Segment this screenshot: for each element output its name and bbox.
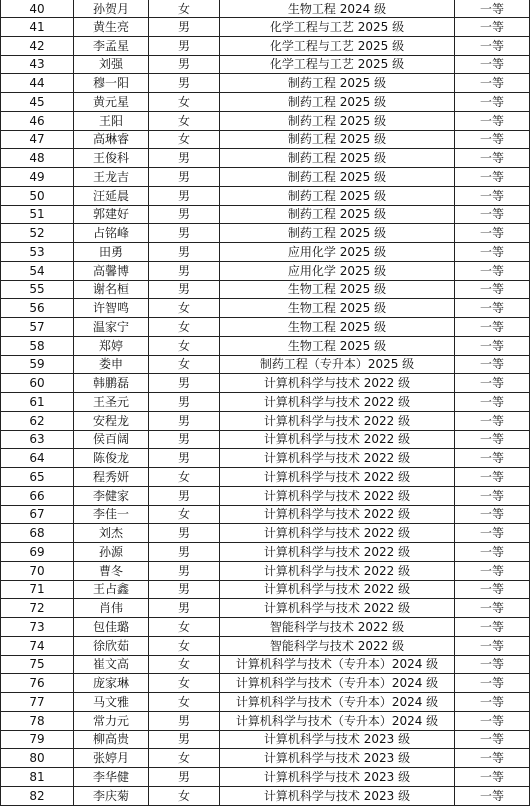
student-gender-cell: 男	[149, 168, 220, 186]
award-grade-cell: 一等	[455, 74, 530, 92]
award-grade-cell: 一等	[455, 543, 530, 561]
major-class-cell: 计算机科学与技术 2022 级	[220, 412, 455, 430]
table-row	[0, 374, 530, 393]
table-row	[0, 224, 530, 243]
award-grade-cell: 一等	[455, 674, 530, 692]
student-gender-cell: 男	[149, 149, 220, 167]
major-class-cell: 化学工程与工艺 2025 级	[220, 18, 455, 36]
student-gender-cell: 男	[149, 731, 220, 749]
student-gender-cell: 女	[149, 506, 220, 524]
table-row	[0, 562, 530, 581]
table-row	[0, 318, 530, 337]
major-class-cell: 计算机科学与技术（专升本）2024 级	[220, 674, 455, 692]
table-row	[0, 524, 530, 543]
student-gender-cell: 女	[149, 131, 220, 149]
student-name-cell: 许智鸣	[74, 299, 149, 317]
student-gender-cell: 男	[149, 581, 220, 599]
student-gender-cell: 女	[149, 693, 220, 711]
row-number-cell: 40	[0, 0, 74, 17]
row-number-cell: 64	[0, 449, 74, 467]
major-class-cell: 制药工程 2025 级	[220, 131, 455, 149]
student-gender-cell: 男	[149, 206, 220, 224]
student-name-cell: 谢名桓	[74, 281, 149, 299]
row-number-cell: 58	[0, 337, 74, 355]
table-row	[0, 449, 530, 468]
table-row	[0, 543, 530, 562]
award-grade-cell: 一等	[455, 768, 530, 786]
table-row	[0, 243, 530, 262]
table-row	[0, 37, 530, 56]
table-row	[0, 337, 530, 356]
student-name-cell: 王阳	[74, 112, 149, 130]
row-number-cell: 77	[0, 693, 74, 711]
table-row	[0, 187, 530, 206]
table-row	[0, 674, 530, 693]
student-name-cell: 李孟星	[74, 37, 149, 55]
major-class-cell: 化学工程与工艺 2025 级	[220, 56, 455, 74]
student-name-cell: 穆一阳	[74, 74, 149, 92]
row-number-cell: 61	[0, 393, 74, 411]
row-number-cell: 76	[0, 674, 74, 692]
table-row	[0, 262, 530, 281]
major-class-cell: 制药工程 2025 级	[220, 74, 455, 92]
major-class-cell: 应用化学 2025 级	[220, 243, 455, 261]
table-row	[0, 412, 530, 431]
award-grade-cell: 一等	[455, 243, 530, 261]
award-grade-cell: 一等	[455, 487, 530, 505]
student-gender-cell: 男	[149, 543, 220, 561]
student-name-cell: 郭建好	[74, 206, 149, 224]
student-name-cell: 王俊科	[74, 149, 149, 167]
table-row	[0, 93, 530, 112]
row-number-cell: 80	[0, 749, 74, 767]
row-number-cell: 46	[0, 112, 74, 130]
major-class-cell: 计算机科学与技术 2022 级	[220, 562, 455, 580]
award-grade-cell: 一等	[455, 149, 530, 167]
table-row	[0, 168, 530, 187]
award-grade-cell: 一等	[455, 187, 530, 205]
row-number-cell: 41	[0, 18, 74, 36]
row-number-cell: 79	[0, 731, 74, 749]
table-row	[0, 149, 530, 168]
award-grade-cell: 一等	[455, 656, 530, 674]
student-name-cell: 张婷月	[74, 749, 149, 767]
award-grade-cell: 一等	[455, 524, 530, 542]
row-number-cell: 54	[0, 262, 74, 280]
row-number-cell: 72	[0, 599, 74, 617]
major-class-cell: 计算机科学与技术 2022 级	[220, 393, 455, 411]
row-number-cell: 63	[0, 431, 74, 449]
award-grade-cell: 一等	[455, 0, 530, 17]
student-name-cell: 李华健	[74, 768, 149, 786]
student-gender-cell: 女	[149, 318, 220, 336]
major-class-cell: 计算机科学与技术（专升本）2024 级	[220, 693, 455, 711]
table-row	[0, 768, 530, 787]
table-row	[0, 56, 530, 75]
student-name-cell: 陈俊龙	[74, 449, 149, 467]
table-row	[0, 506, 530, 525]
student-gender-cell: 女	[149, 299, 220, 317]
award-grade-cell: 一等	[455, 374, 530, 392]
major-class-cell: 生物工程 2025 级	[220, 281, 455, 299]
student-gender-cell: 女	[149, 93, 220, 111]
table-row	[0, 656, 530, 675]
table-row	[0, 431, 530, 450]
award-grade-cell: 一等	[455, 112, 530, 130]
row-number-cell: 55	[0, 281, 74, 299]
major-class-cell: 计算机科学与技术 2023 级	[220, 768, 455, 786]
award-grade-cell: 一等	[455, 731, 530, 749]
student-gender-cell: 男	[149, 449, 220, 467]
student-gender-cell: 男	[149, 37, 220, 55]
student-gender-cell: 男	[149, 431, 220, 449]
table-row	[0, 281, 530, 300]
student-gender-cell: 女	[149, 356, 220, 374]
student-gender-cell: 女	[149, 112, 220, 130]
award-grade-cell: 一等	[455, 337, 530, 355]
row-number-cell: 44	[0, 74, 74, 92]
student-name-cell: 包佳璐	[74, 618, 149, 636]
student-gender-cell: 女	[149, 749, 220, 767]
row-number-cell: 60	[0, 374, 74, 392]
student-gender-cell: 男	[149, 524, 220, 542]
table-row	[0, 599, 530, 618]
student-name-cell: 李庆菊	[74, 787, 149, 805]
major-class-cell: 计算机科学与技术 2022 级	[220, 599, 455, 617]
student-gender-cell: 男	[149, 281, 220, 299]
student-name-cell: 黄元星	[74, 93, 149, 111]
major-class-cell: 计算机科学与技术 2023 级	[220, 731, 455, 749]
student-gender-cell: 女	[149, 618, 220, 636]
student-gender-cell: 女	[149, 656, 220, 674]
student-name-cell: 田勇	[74, 243, 149, 261]
student-gender-cell: 男	[149, 262, 220, 280]
table-row	[0, 356, 530, 375]
row-number-cell: 52	[0, 224, 74, 242]
student-gender-cell: 男	[149, 56, 220, 74]
student-gender-cell: 女	[149, 337, 220, 355]
award-grade-cell: 一等	[455, 131, 530, 149]
table-row	[0, 206, 530, 225]
student-name-cell: 占铭峰	[74, 224, 149, 242]
student-name-cell: 高琳睿	[74, 131, 149, 149]
student-name-cell: 李佳一	[74, 506, 149, 524]
student-gender-cell: 女	[149, 0, 220, 17]
table-row	[0, 637, 530, 656]
major-class-cell: 化学工程与工艺 2025 级	[220, 37, 455, 55]
table-row	[0, 731, 530, 750]
student-gender-cell: 男	[149, 562, 220, 580]
row-number-cell: 42	[0, 37, 74, 55]
student-name-cell: 曹冬	[74, 562, 149, 580]
row-number-cell: 69	[0, 543, 74, 561]
award-grade-cell: 一等	[455, 356, 530, 374]
major-class-cell: 计算机科学与技术 2022 级	[220, 543, 455, 561]
major-class-cell: 制药工程（专升本）2025 级	[220, 356, 455, 374]
student-name-cell: 刘强	[74, 56, 149, 74]
major-class-cell: 生物工程 2024 级	[220, 0, 455, 17]
student-name-cell: 高馨博	[74, 262, 149, 280]
award-grade-cell: 一等	[455, 581, 530, 599]
major-class-cell: 智能科学与技术 2022 级	[220, 637, 455, 655]
row-number-cell: 45	[0, 93, 74, 111]
table-row	[0, 693, 530, 712]
student-gender-cell: 男	[149, 599, 220, 617]
major-class-cell: 制药工程 2025 级	[220, 112, 455, 130]
award-grade-cell: 一等	[455, 749, 530, 767]
major-class-cell: 智能科学与技术 2022 级	[220, 618, 455, 636]
student-name-cell: 温家宁	[74, 318, 149, 336]
student-gender-cell: 男	[149, 393, 220, 411]
major-class-cell: 计算机科学与技术 2023 级	[220, 787, 455, 805]
student-name-cell: 崔文高	[74, 656, 149, 674]
award-grade-cell: 一等	[455, 262, 530, 280]
major-class-cell: 计算机科学与技术 2022 级	[220, 468, 455, 486]
student-name-cell: 孙源	[74, 543, 149, 561]
student-gender-cell: 男	[149, 18, 220, 36]
row-number-cell: 74	[0, 637, 74, 655]
table-row	[0, 787, 530, 806]
student-name-cell: 汪延晨	[74, 187, 149, 205]
award-grade-cell: 一等	[455, 18, 530, 36]
row-number-cell: 67	[0, 506, 74, 524]
student-name-cell: 刘杰	[74, 524, 149, 542]
row-number-cell: 70	[0, 562, 74, 580]
student-name-cell: 孙贺月	[74, 0, 149, 17]
row-number-cell: 47	[0, 131, 74, 149]
award-grade-cell: 一等	[455, 449, 530, 467]
row-number-cell: 50	[0, 187, 74, 205]
table-row	[0, 618, 530, 637]
award-grade-cell: 一等	[455, 468, 530, 486]
student-name-cell: 王龙吉	[74, 168, 149, 186]
major-class-cell: 应用化学 2025 级	[220, 262, 455, 280]
major-class-cell: 制药工程 2025 级	[220, 187, 455, 205]
row-number-cell: 75	[0, 656, 74, 674]
student-gender-cell: 男	[149, 243, 220, 261]
student-name-cell: 娄申	[74, 356, 149, 374]
major-class-cell: 制药工程 2025 级	[220, 149, 455, 167]
award-grade-cell: 一等	[455, 431, 530, 449]
row-number-cell: 51	[0, 206, 74, 224]
table-row	[0, 749, 530, 768]
major-class-cell: 计算机科学与技术（专升本）2024 级	[220, 712, 455, 730]
award-grade-cell: 一等	[455, 787, 530, 805]
row-number-cell: 65	[0, 468, 74, 486]
row-number-cell: 53	[0, 243, 74, 261]
student-name-cell: 王圣元	[74, 393, 149, 411]
table-row	[0, 0, 530, 18]
major-class-cell: 计算机科学与技术 2022 级	[220, 449, 455, 467]
award-grade-cell: 一等	[455, 224, 530, 242]
major-class-cell: 制药工程 2025 级	[220, 168, 455, 186]
table-row	[0, 299, 530, 318]
student-name-cell: 黄生亮	[74, 18, 149, 36]
student-name-cell: 王占鑫	[74, 581, 149, 599]
major-class-cell: 计算机科学与技术 2022 级	[220, 374, 455, 392]
table-row	[0, 131, 530, 150]
major-class-cell: 计算机科学与技术 2022 级	[220, 581, 455, 599]
student-name-cell: 肖伟	[74, 599, 149, 617]
student-name-cell: 马文雅	[74, 693, 149, 711]
major-class-cell: 生物工程 2025 级	[220, 337, 455, 355]
row-number-cell: 43	[0, 56, 74, 74]
student-name-cell: 庞家琳	[74, 674, 149, 692]
award-grade-cell: 一等	[455, 281, 530, 299]
major-class-cell: 计算机科学与技术 2022 级	[220, 524, 455, 542]
student-gender-cell: 男	[149, 487, 220, 505]
student-gender-cell: 女	[149, 674, 220, 692]
major-class-cell: 生物工程 2025 级	[220, 318, 455, 336]
award-grade-cell: 一等	[455, 712, 530, 730]
major-class-cell: 生物工程 2025 级	[220, 299, 455, 317]
award-grade-cell: 一等	[455, 206, 530, 224]
award-grade-cell: 一等	[455, 693, 530, 711]
award-grade-cell: 一等	[455, 299, 530, 317]
table-row	[0, 712, 530, 731]
major-class-cell: 计算机科学与技术 2022 级	[220, 506, 455, 524]
major-class-cell: 计算机科学与技术 2023 级	[220, 749, 455, 767]
award-grade-cell: 一等	[455, 93, 530, 111]
award-grade-cell: 一等	[455, 393, 530, 411]
row-number-cell: 48	[0, 149, 74, 167]
student-name-cell: 侯百阔	[74, 431, 149, 449]
student-gender-cell: 男	[149, 374, 220, 392]
award-grade-cell: 一等	[455, 599, 530, 617]
row-number-cell: 56	[0, 299, 74, 317]
row-number-cell: 78	[0, 712, 74, 730]
student-gender-cell: 男	[149, 712, 220, 730]
award-grade-cell: 一等	[455, 412, 530, 430]
row-number-cell: 71	[0, 581, 74, 599]
student-name-cell: 柳高贵	[74, 731, 149, 749]
student-name-cell: 常力元	[74, 712, 149, 730]
student-gender-cell: 男	[149, 187, 220, 205]
student-name-cell: 徐欣茹	[74, 637, 149, 655]
row-number-cell: 59	[0, 356, 74, 374]
major-class-cell: 计算机科学与技术（专升本）2024 级	[220, 656, 455, 674]
student-gender-cell: 男	[149, 74, 220, 92]
student-gender-cell: 男	[149, 768, 220, 786]
row-number-cell: 81	[0, 768, 74, 786]
student-gender-cell: 男	[149, 224, 220, 242]
student-gender-cell: 女	[149, 787, 220, 805]
student-name-cell: 程秀妍	[74, 468, 149, 486]
award-grade-cell: 一等	[455, 562, 530, 580]
row-number-cell: 66	[0, 487, 74, 505]
award-grade-cell: 一等	[455, 506, 530, 524]
award-grade-cell: 一等	[455, 56, 530, 74]
major-class-cell: 计算机科学与技术 2022 级	[220, 487, 455, 505]
table-row	[0, 487, 530, 506]
major-class-cell: 制药工程 2025 级	[220, 93, 455, 111]
row-number-cell: 73	[0, 618, 74, 636]
award-grade-cell: 一等	[455, 618, 530, 636]
major-class-cell: 制药工程 2025 级	[220, 224, 455, 242]
student-name-cell: 李健家	[74, 487, 149, 505]
row-number-cell: 68	[0, 524, 74, 542]
row-number-cell: 49	[0, 168, 74, 186]
table-row	[0, 393, 530, 412]
table-row	[0, 112, 530, 131]
table-row	[0, 74, 530, 93]
table-row	[0, 581, 530, 600]
student-name-cell: 韩鹏磊	[74, 374, 149, 392]
student-gender-cell: 男	[149, 412, 220, 430]
row-number-cell: 82	[0, 787, 74, 805]
student-gender-cell: 女	[149, 637, 220, 655]
award-grade-cell: 一等	[455, 168, 530, 186]
major-class-cell: 制药工程 2025 级	[220, 206, 455, 224]
row-number-cell: 62	[0, 412, 74, 430]
award-grade-cell: 一等	[455, 318, 530, 336]
student-name-cell: 安程龙	[74, 412, 149, 430]
award-grade-cell: 一等	[455, 37, 530, 55]
student-gender-cell: 女	[149, 468, 220, 486]
award-grade-cell: 一等	[455, 637, 530, 655]
table-row	[0, 468, 530, 487]
table-row	[0, 18, 530, 37]
major-class-cell: 计算机科学与技术 2022 级	[220, 431, 455, 449]
row-number-cell: 57	[0, 318, 74, 336]
student-name-cell: 郑婷	[74, 337, 149, 355]
